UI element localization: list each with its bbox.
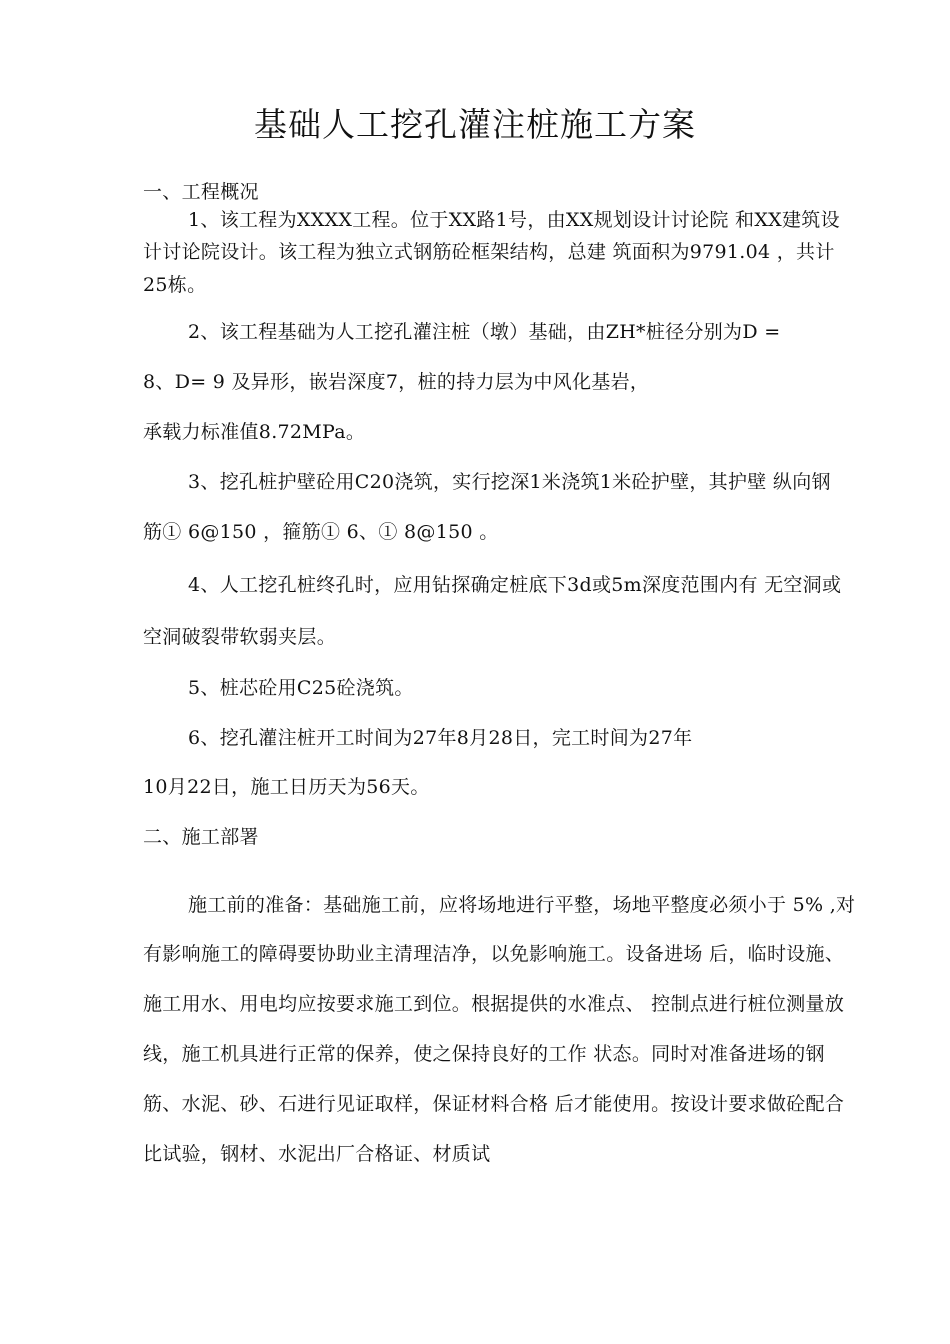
section-heading-overview: 一、工程概况: [143, 181, 259, 203]
paragraph-line: 4、人工挖孔桩终孔时，应用钻探确定桩底下3d或5m深度范围内有 无空洞或: [188, 574, 842, 596]
paragraph-line: 施工用水、用电均应按要求施工到位。根据提供的水准点、 控制点进行桩位测量放: [143, 993, 845, 1015]
paragraph-line: 25栋。: [143, 274, 207, 296]
paragraph-line: 计讨论院设计。该工程为独立式钢筋砼框架结构，总建 筑面积为9791.04 ，共计: [143, 241, 835, 263]
paragraph-line: 10月22日，施工日历天为56天。: [143, 776, 430, 798]
paragraph-line: 承载力标准值8.72MPa。: [143, 421, 366, 443]
paragraph-line: 空洞破裂带软弱夹层。: [143, 626, 337, 648]
document-title: 基础人工挖孔灌注桩施工方案: [254, 105, 696, 144]
paragraph-line: 有影响施工的障碍要协助业主清理洁净，以免影响施工。设备进场 后，临时设施、: [143, 943, 845, 965]
paragraph-line: 线，施工机具进行正常的保养，使之保持良好的工作 状态。同时对准备进场的钢: [143, 1043, 825, 1065]
paragraph-line: 2、该工程基础为人工挖孔灌注桩（墩）基础，由ZH*桩径分别为D =: [188, 321, 781, 343]
section-heading-deployment: 二、施工部署: [143, 826, 259, 848]
paragraph-line: 5、桩芯砼用C25砼浇筑。: [188, 677, 414, 699]
paragraph-line: 比试验，钢材、水泥出厂合格证、材质试: [143, 1143, 491, 1165]
paragraph-line: 6、挖孔灌注桩开工时间为27年8月28日，完工时间为27年: [188, 727, 693, 749]
paragraph-line: 1、该工程为XXXX工程。位于XX路1号，由XX规划设计讨论院 和XX建筑设: [188, 209, 840, 231]
paragraph-line: 3、挖孔桩护壁砼用C20浇筑，实行挖深1米浇筑1米砼护壁，其护壁 纵向钢: [188, 471, 831, 493]
paragraph-line: 筋① 6@150 ，箍筋① 6、① 8@150 。: [143, 521, 499, 543]
paragraph-line: 施工前的准备：基础施工前，应将场地进行平整，场地平整度必须小于 5% ,对: [188, 894, 856, 916]
paragraph-line: 8、D= 9 及异形，嵌岩深度7，桩的持力层为中风化基岩，: [143, 371, 650, 393]
paragraph-line: 筋、水泥、砂、石进行见证取样，保证材料合格 后才能使用。按设计要求做砼配合: [143, 1093, 845, 1115]
